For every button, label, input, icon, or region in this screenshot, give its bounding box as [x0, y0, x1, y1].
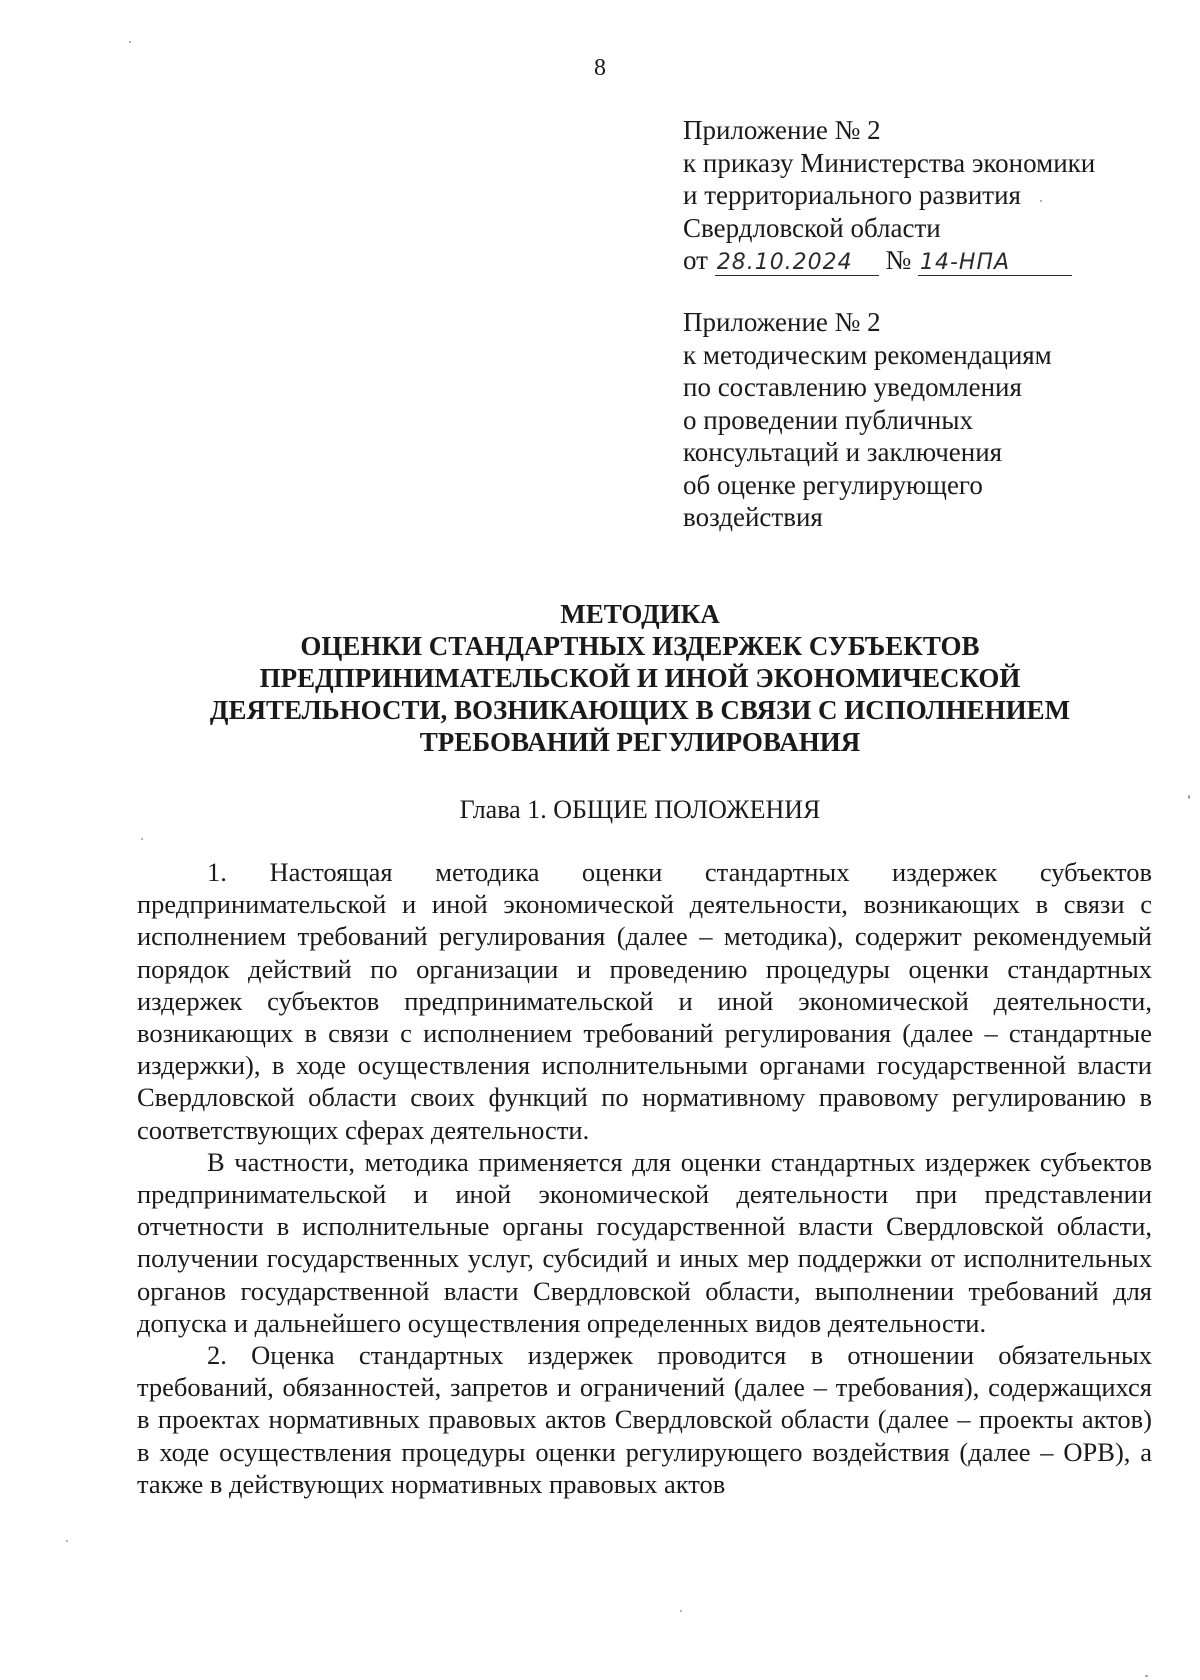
appendix-order-date-line [683, 244, 1163, 277]
scan-speck [1040, 200, 1042, 202]
appendix-recommendations-line: к методическим рекомендациям [683, 339, 1052, 370]
appendix-order-line: Приложение № 2 [683, 115, 881, 145]
paragraph: 1. Настоящая методика оценки стандартных издержек субъектов предпринимательской и иной экономической деятельности, возникающих в связи с исполнением требований регулирования (далее – методика), содержит рекомендуемый порядок действий по организации и проведению процедуры оценки стандартных издержек субъектов предпринимательской и иной экономической деятельности, возникающих в связи с исполнением требований регулирования (далее – стандартные издержки), в ходе осуществления исполнительными органами государственной власти Свердловской области своих функций по нормативному правовому регулированию в соответствующих сферах деятельности. [137, 857, 1152, 1145]
title-line: ТРЕБОВАНИЙ РЕГУЛИРОВАНИЯ [419, 727, 861, 757]
chapter-heading: Глава 1. ОБЩИЕ ПОЛОЖЕНИЯ [459, 795, 821, 824]
scan-speck [141, 838, 143, 840]
page-number: 8 [594, 55, 606, 81]
title-line: МЕТОДИКА [560, 599, 720, 629]
body-text [137, 856, 1152, 1500]
scan-speck [1188, 795, 1190, 799]
title-line: ДЕЯТЕЛЬНОСТИ, ВОЗНИКАЮЩИХ В СВЯЗИ С ИСПОЛНЕНИЕМ [209, 695, 1071, 725]
appendix-recommendations-line: Приложение № 2 [683, 307, 881, 337]
paragraph: В частности, методика применяется для оценки стандартных издержек субъектов предпринимательской и иной экономической деятельности при представлении отчетности в исполнительные органы государственной власти Свердловской области, получении государственных услуг, субсидий и иных мер поддержки от исполнительных органов государственной власти Свердловской области, выполнении требований для допуска и дальнейшего осуществления определенных видов деятельности. [137, 1146, 1152, 1338]
appendix-order-line: Свердловской области [683, 212, 941, 243]
scan-speck [680, 1610, 682, 1612]
scan-speck [1145, 1675, 1148, 1677]
appendix-order-line: к приказу Министерства экономики [683, 147, 1096, 178]
number-prefix: № [885, 245, 912, 275]
title-line: ОЦЕНКИ СТАНДАРТНЫХ ИЗДЕРЖЕК СУБЪЕКТОВ [300, 631, 980, 661]
handwritten-order-number: 14-НПА [918, 251, 1072, 276]
appendix-recommendations-block [683, 306, 1163, 534]
paragraph: 2. Оценка стандартных издержек проводится в отношении обязательных требований, обязанностей, запретов и ограничений (далее – требования), содержащихся в проектах нормативных правовых актов Свердловской области (далее – проекты актов) в ходе осуществления процедуры оценки регулирующего воздействия (далее – ОРВ), а также в действующих нормативных правовых актов [137, 1340, 1152, 1499]
handwritten-date: 28.10.2024 [715, 251, 879, 276]
appendix-order-line: и территориального развития [683, 180, 1021, 210]
scan-speck [129, 41, 131, 43]
appendix-recommendations-line: о проведении публичных [683, 404, 973, 435]
appendix-order-block [683, 114, 1163, 277]
appendix-recommendations-line: воздействия [683, 502, 823, 532]
scan-speck [66, 1540, 68, 1542]
title-line: ПРЕДПРИНИМАТЕЛЬСКОЙ И ИНОЙ ЭКОНОМИЧЕСКОЙ [259, 663, 1021, 693]
document-title [130, 598, 1150, 758]
appendix-recommendations-line: по составлению уведомления [683, 372, 1022, 402]
date-prefix: от [683, 245, 708, 275]
appendix-recommendations-line: об оценке регулирующего [683, 469, 983, 500]
appendix-recommendations-line: консультаций и заключения [683, 437, 1003, 467]
